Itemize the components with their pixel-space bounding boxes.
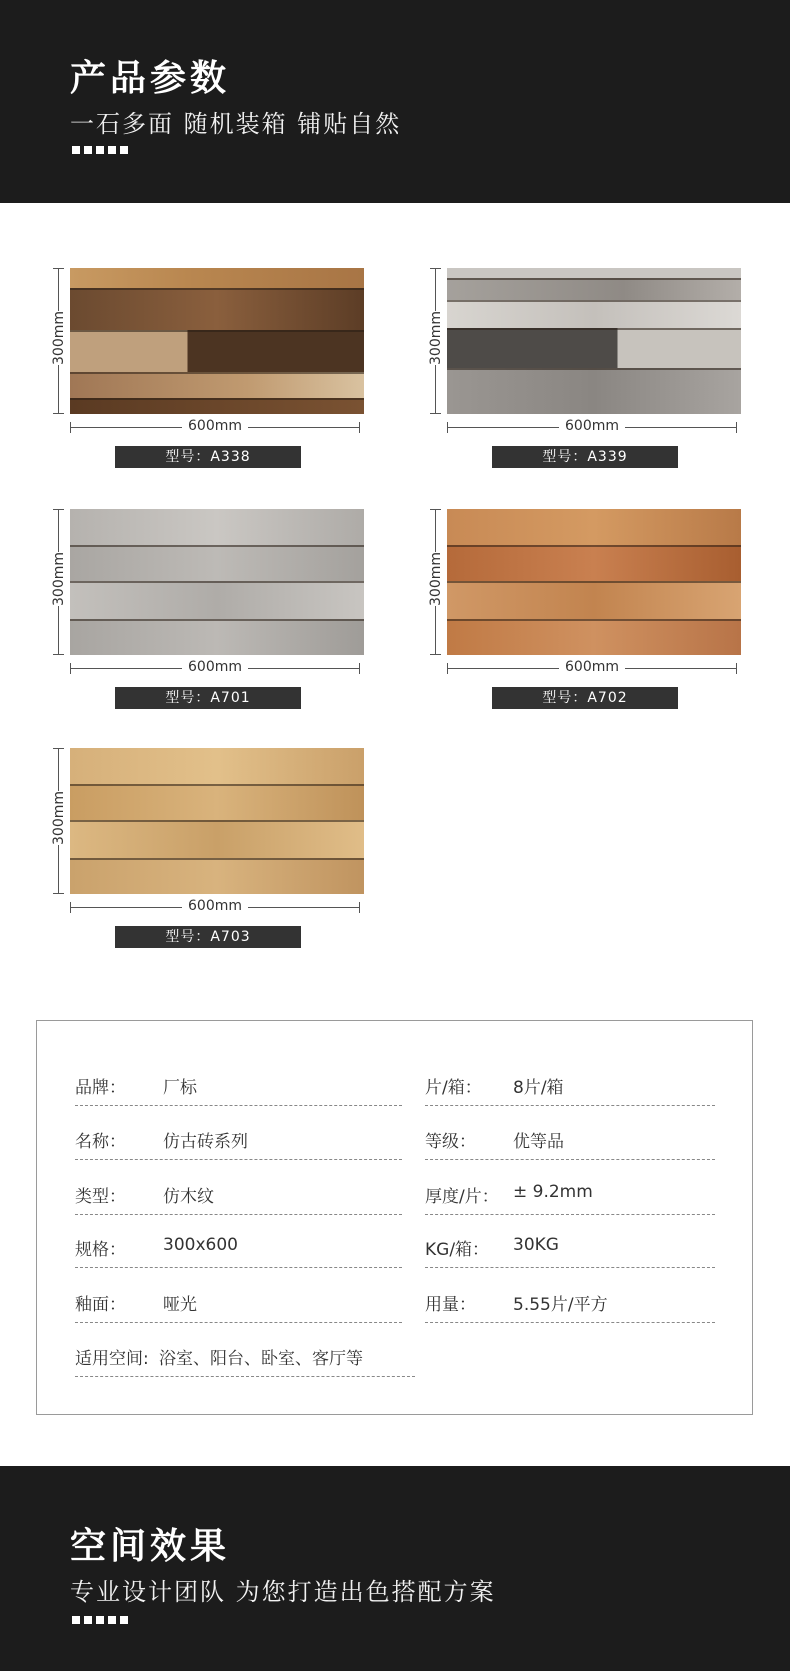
spec-row-type: 类型： 仿木纹 — [75, 1174, 402, 1215]
width-dimension: 600mm — [70, 900, 360, 914]
spec-row-weight: KG/箱： 30KG — [425, 1227, 715, 1268]
height-dimension: 300mm — [50, 268, 68, 414]
spec-row-thickness: 厚度/片： ± 9.2mm — [425, 1174, 715, 1215]
spec-row-usage: 用量： 5.55片/平方 — [425, 1282, 715, 1323]
footer-banner — [0, 1466, 790, 1671]
model-label: 型号：A338 — [115, 446, 301, 468]
width-dimension: 600mm — [447, 661, 737, 675]
tile-image — [70, 268, 364, 414]
width-dimension: 600mm — [70, 661, 360, 675]
height-dimension: 300mm — [427, 268, 445, 414]
section-subtitle: 一石多面 随机装箱 铺贴自然 — [70, 110, 402, 138]
section-subtitle: 专业设计团队 为您打造出色搭配方案 — [70, 1578, 496, 1606]
tile-image — [70, 748, 364, 894]
spec-row-glaze: 釉面： 哑光 — [75, 1282, 402, 1323]
product-card-a338 — [50, 268, 380, 478]
height-dimension: 300mm — [50, 509, 68, 655]
spec-row-applicable-space: 适用空间: 浴室、阳台、卧室、客厅等 — [75, 1336, 415, 1377]
spec-row-brand: 品牌： 厂标 — [75, 1065, 402, 1106]
spec-row-name: 名称： 仿古砖系列 — [75, 1119, 402, 1160]
decorative-dots — [72, 1616, 128, 1624]
spec-row-size: 规格： 300x600 — [75, 1227, 402, 1268]
height-dimension: 300mm — [427, 509, 445, 655]
model-label: 型号：A702 — [492, 687, 678, 709]
spec-table — [36, 1020, 753, 1415]
product-card-a702 — [427, 509, 757, 719]
tile-image — [447, 268, 741, 414]
model-label: 型号：A703 — [115, 926, 301, 948]
height-dimension: 300mm — [50, 748, 68, 894]
product-card-a703 — [50, 748, 380, 958]
width-dimension: 600mm — [70, 420, 360, 434]
product-card-a339 — [427, 268, 757, 478]
product-card-a701 — [50, 509, 380, 719]
tile-image — [447, 509, 741, 655]
spec-row-grade: 等级： 优等品 — [425, 1119, 715, 1160]
model-label: 型号：A701 — [115, 687, 301, 709]
width-dimension: 600mm — [447, 420, 737, 434]
header-banner — [0, 0, 790, 203]
tile-image — [70, 509, 364, 655]
section-title: 空间效果 — [70, 1526, 231, 1567]
spec-row-pieces-per-box: 片/箱： 8片/箱 — [425, 1065, 715, 1106]
decorative-dots — [72, 146, 128, 154]
section-title: 产品参数 — [70, 58, 231, 99]
model-label: 型号：A339 — [492, 446, 678, 468]
